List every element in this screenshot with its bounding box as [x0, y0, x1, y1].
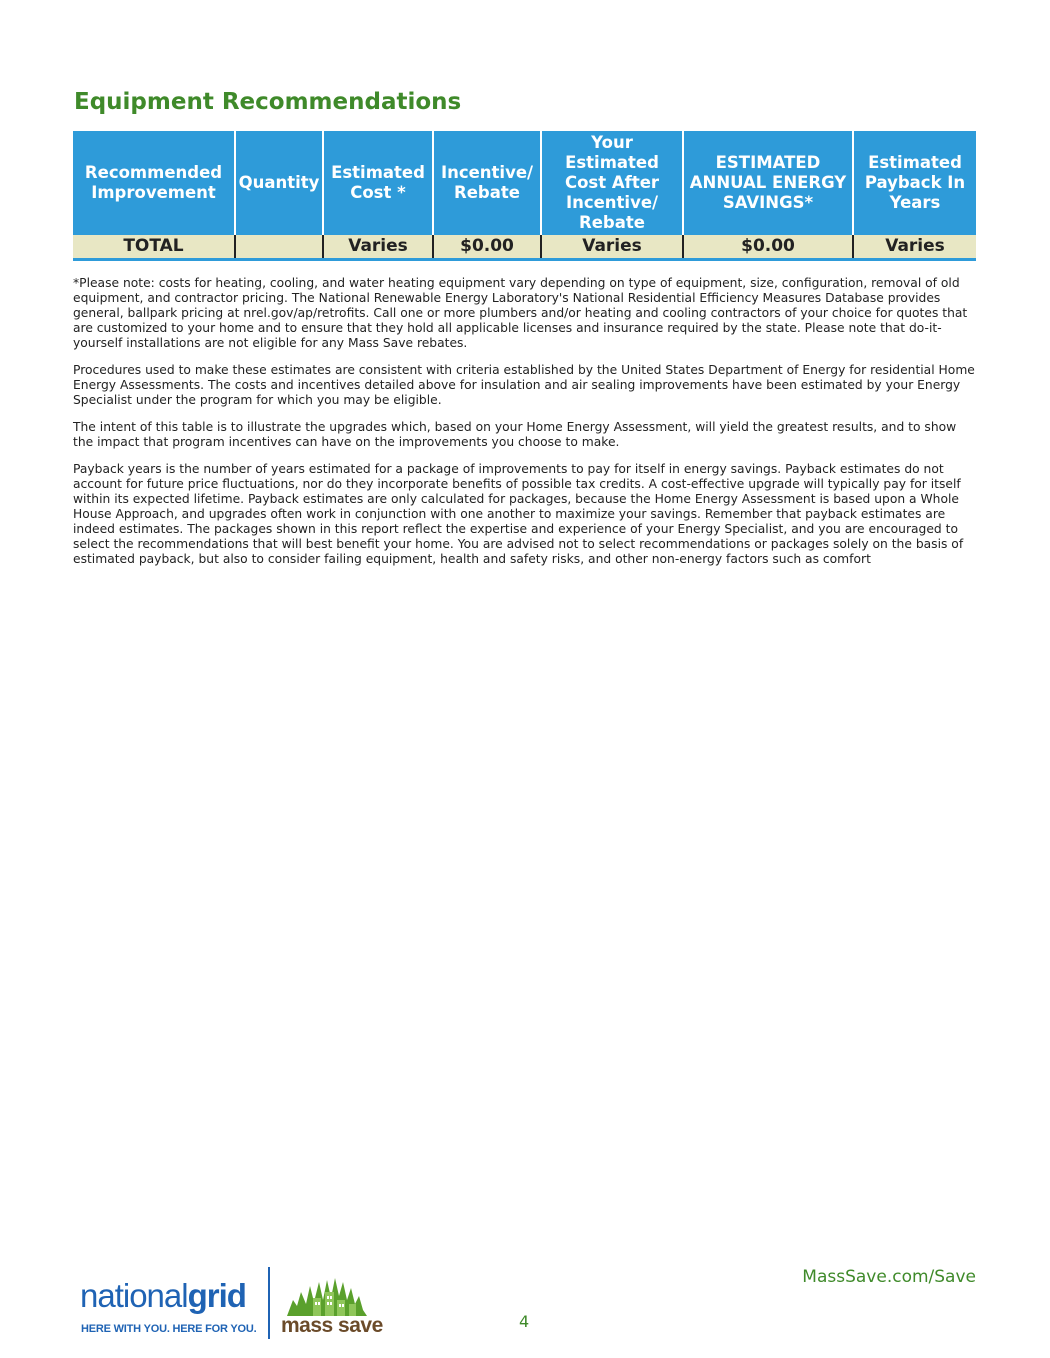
sun-city-icon — [279, 1276, 399, 1318]
notes-section — [73, 276, 978, 579]
page-number: 4 — [519, 1312, 530, 1331]
total-row — [73, 235, 976, 259]
header-annual-energy-savings: ESTIMATED ANNUAL ENERGY SAVINGS* — [683, 131, 853, 235]
total-label-cell: TOTAL — [73, 235, 235, 259]
header-payback-years: Estimated Payback In Years — [853, 131, 976, 235]
header-recommended-improvement: Recommended Improvement — [73, 131, 235, 235]
national-grid-wordmark: nationalgrid — [80, 1277, 246, 1314]
national-grid-tagline: HERE WITH YOU. HERE FOR YOU. — [81, 1323, 257, 1335]
payback-paragraph: Payback years is the number of years estimated for a package of improvements to pay for itself in energy savings. Payback estimates do not account for future price fluctuations, nor do they incorporate benefits of possible tax credits. A cost-effective upgrade will typically pay for itself within its expected lifetime. Payback estimates are only calculated for packages, because the Home Energy Assessment is based upon a Whole House Approach, and upgrades often work in conjunction with one another to maximize your savings. Remember that payback estimates are indeed estimates. The packages shown in this report reflect the expertise and experience of your Energy Specialist, and you are encouraged to select the recommendations that will best benefit your home. You are advised not to select recommendations or packages solely on the basis of estimated payback, but also to consider failing equipment, health and safety risks, and other non-energy factors such as comfort — [73, 462, 964, 566]
total-energy-savings-cell: $0.00 — [683, 235, 853, 259]
header-quantity: Quantity — [235, 131, 323, 235]
intent-paragraph: The intent of this table is to illustrate the upgrades which, based on your Home Energy Assessment, will yield the greatest results, and to show the impact that program incentives can have on the improvements you choose to make. — [73, 420, 957, 449]
table-header-row — [73, 131, 976, 235]
mass-save-wordmark: mass save — [281, 1314, 383, 1337]
total-cost-after-incentive-cell: Varies — [541, 235, 683, 259]
footer-url-link[interactable]: MassSave.com/Save — [802, 1267, 976, 1287]
header-cost-after-incentive: Your Estimated Cost After Incentive/ Rebate — [541, 131, 683, 235]
header-estimated-cost: Estimated Cost * — [323, 131, 433, 235]
header-incentive-rebate: Incentive/ Rebate — [433, 131, 541, 235]
cost-note-paragraph: *Please note: costs for heating, cooling, and water heating equipment vary depending on type of equipment, size, configuration, removal of old equipment, and contractor pricing. The National Renewable Energy Laboratory's National Residential Efficiency Measures Database provides general, ballpark pricing at nrel.gov/ap/retrofits. Call one or more plumbers and/or heating and cooling contractors of your choice for quotes that are customized to your home and to ensure that they hold all applicable licenses and insurance required by the state. Please note that do-it-yourself installations are not eligible for any Mass Save rebates. — [73, 276, 968, 350]
total-incentive-cell: $0.00 — [433, 235, 541, 259]
total-payback-cell: Varies — [853, 235, 976, 259]
total-estimated-cost-cell: Varies — [323, 235, 433, 259]
equipment-recommendations-table — [73, 131, 976, 261]
national-grid-logo — [80, 1275, 270, 1345]
mass-save-logo — [279, 1276, 399, 1340]
total-quantity-cell — [235, 235, 323, 259]
page-title: Equipment Recommendations — [74, 89, 462, 115]
logo-divider — [268, 1267, 270, 1339]
procedures-paragraph: Procedures used to make these estimates are consistent with criteria established by the United States Department of Energy for residential Home Energy Assessments. The costs and incentives detailed above for insulation and air sealing improvements have been estimated by your Energy Specialist under the program for which you may be eligible. — [73, 363, 975, 407]
